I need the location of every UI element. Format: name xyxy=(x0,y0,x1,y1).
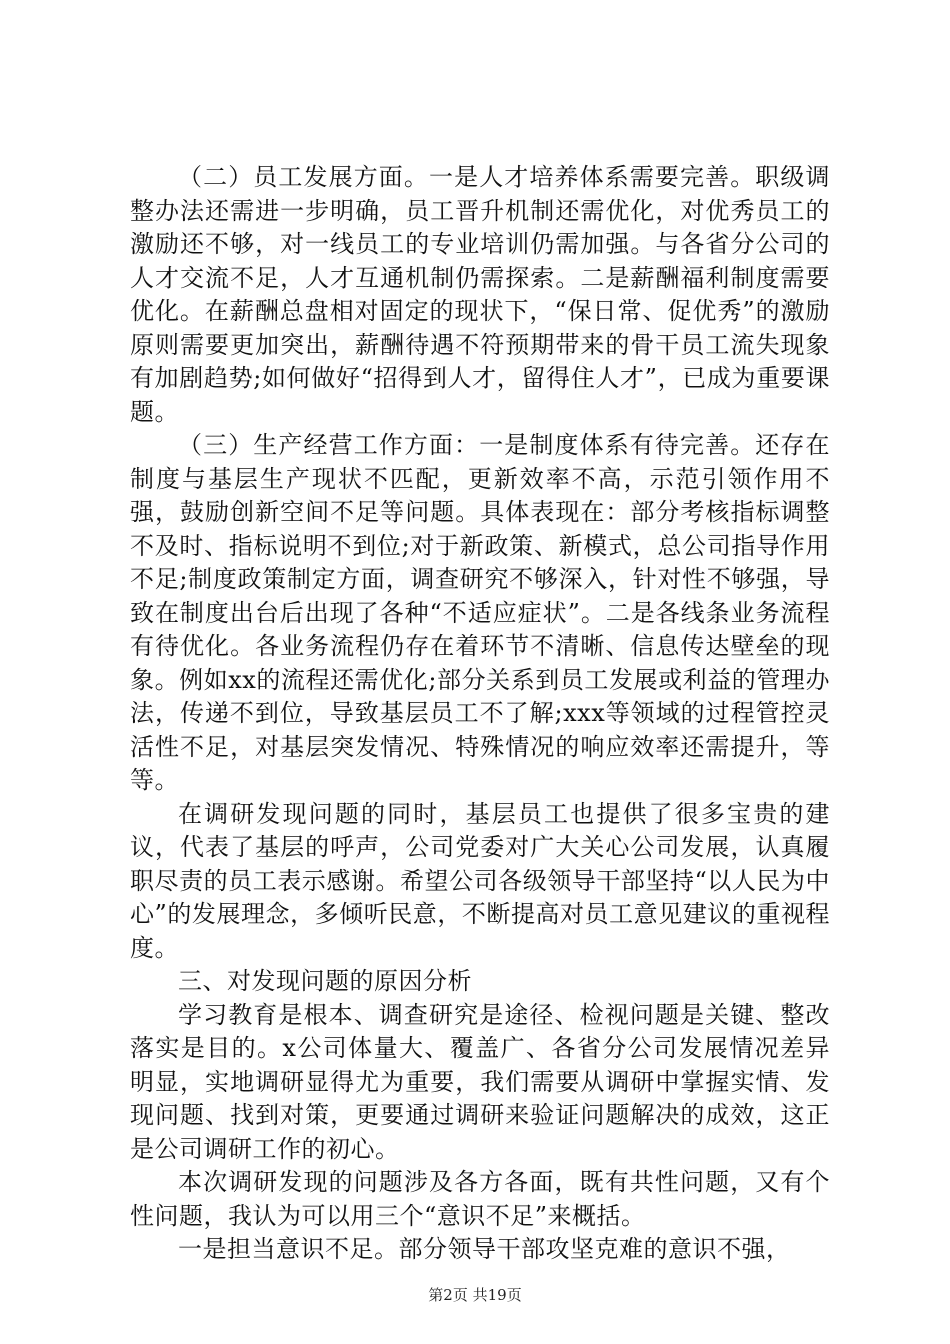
paragraph-production-operations: （三）生产经营工作方面：一是制度体系有待完善。还存在制度与基层生产现状不匹配，更新效率不高，示范引领作用不强，鼓励创新空间不足等问题。具体表现在：部分考核指标调整不及时、指标说明不到位;对于新政策、新模式，总公司指导作用不足;制度政策制定方面，调查研究不够深入，针对性不够强，导致在制度出台后出现了各种“不适应症状”。二是各线条业务流程有待优化。各业务流程仍存在着环节不清晰、信息传达壁垒的现象。例如xx的流程还需优化;部分关系到员工发展或利益的管理办法，传递不到位，导致基层员工不了解;xxx等领域的过程管控灵活性不足，对基层突发情况、特殊情况的响应效率还需提升，等等。 xyxy=(130,431,830,794)
document-body xyxy=(130,161,830,1267)
paragraph-employee-suggestions: 在调研发现问题的同时，基层员工也提供了很多宝贵的建议，代表了基层的呼声，公司党委对广大关心公司发展，认真履职尽责的员工表示感谢。希望公司各级领导干部坚持“以人民为中心”的发展理念，多倾听民意，不断提高对员工意见建议的重视程度。 xyxy=(130,799,830,962)
paragraph-responsibility-awareness: 一是担当意识不足。部分领导干部攻坚克难的意识不强， xyxy=(178,1235,791,1263)
paragraph-survey-summary: 本次调研发现的问题涉及各方各面，既有共性问题，又有个性问题，我认为可以用三个“意识不足”来概括。 xyxy=(130,1168,830,1230)
paragraph-employee-development: （二）员工发展方面。一是人才培养体系需要完善。职级调整办法还需进一步明确，员工晋升机制还需优化，对优秀员工的激励还不够，对一线员工的专业培训仍需加强。与各省分公司的人才交流不足，人才互通机制仍需探索。二是薪酬福利制度需要优化。在薪酬总盘相对固定的现状下，“保日常、促优秀”的激励原则需要更加突出，薪酬待遇不符预期带来的骨干员工流失现象有加剧趋势;如何做好“招得到人才，留得住人才”，已成为重要课题。 xyxy=(130,163,830,426)
page-number-footer: 第2页 共19页 xyxy=(428,1286,522,1304)
section-heading-cause-analysis: 三、对发现问题的原因分析 xyxy=(178,967,472,995)
paragraph-learning-education: 学习教育是根本、调查研究是途径、检视问题是关键、整改落实是目的。x公司体量大、覆盖广、各省分公司发展情况差异明显，实地调研显得尤为重要，我们需要从调研中掌握实情、发现问题、找到对策，更要通过调研来验证问题解决的成效，这正是公司调研工作的初心。 xyxy=(130,1000,830,1163)
